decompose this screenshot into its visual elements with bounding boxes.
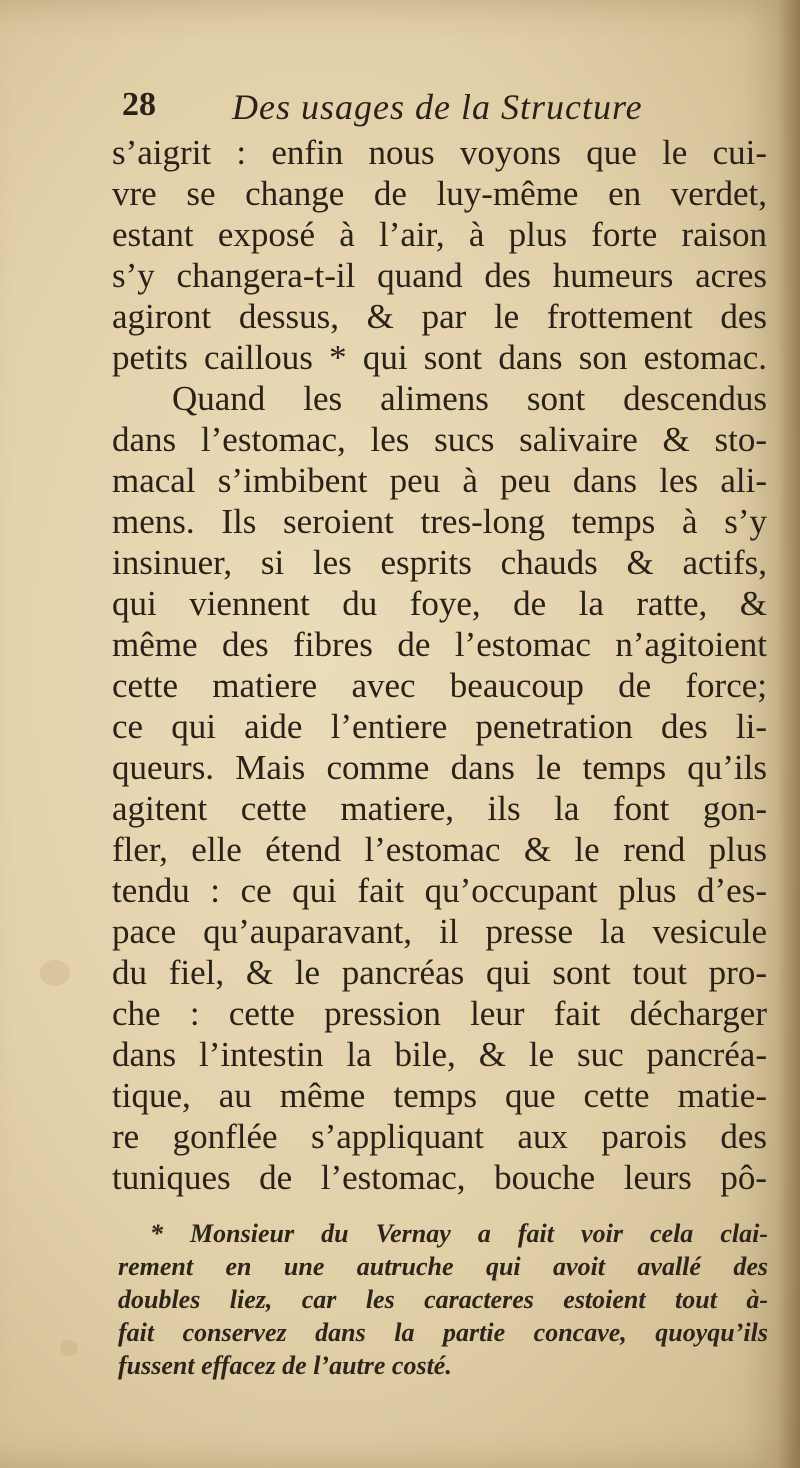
- page-edge-shadow: [778, 0, 800, 1468]
- page-header: [122, 86, 742, 134]
- text-line: pace qu’auparavant, il presse la vesicule: [112, 912, 767, 951]
- text-line: dans l’intestin la bile, & le suc pancréa-: [112, 1035, 767, 1074]
- footnote-line: fait conservez dans la partie concave, quoyqu’ils: [118, 1318, 768, 1347]
- footnote-line: rement en une autruche qui avoit avallé des: [118, 1252, 768, 1281]
- footnote: [118, 1217, 768, 1382]
- text-line: queurs. Mais comme dans le temps qu’ils: [112, 748, 767, 787]
- text-line: vre se change de luy-même en verdet,: [112, 174, 767, 213]
- text-line: Quand les alimens sont descendus: [172, 379, 767, 418]
- text-line: insinuer, si les esprits chauds & actifs,: [112, 543, 767, 582]
- text-line: agitent cette matiere, ils la font gon-: [112, 789, 767, 828]
- text-line: estant exposé à l’air, à plus forte raison: [112, 215, 767, 254]
- text-line: agiront dessus, & par le frottement des: [112, 297, 767, 336]
- text-line: mens. Ils seroient tres-long temps à s’y: [112, 502, 767, 541]
- footnote-line: doubles liez, car les caracteres estoient tout à-: [118, 1285, 768, 1314]
- text-line: tendu : ce qui fait qu’occupant plus d’es-: [112, 871, 767, 910]
- text-line: ce qui aide l’entiere penetration des li-: [112, 707, 767, 746]
- footnote-line: fussent effacez de l’autre costé.: [118, 1351, 452, 1380]
- text-line: petits caillous * qui sont dans son estomac.: [112, 338, 767, 377]
- text-line: cette matiere avec beaucoup de force;: [112, 666, 767, 705]
- paper-stain: [40, 960, 70, 986]
- text-line: s’y changera-t-il quand des humeurs acres: [112, 256, 767, 295]
- text-line: dans l’estomac, les sucs salivaire & sto-: [112, 420, 767, 459]
- text-line: tuniques de l’estomac, bouche leurs pô-: [112, 1158, 767, 1197]
- text-line: du fiel, & le pancréas qui sont tout pro-: [112, 953, 767, 992]
- footnote-line: * Monsieur du Vernay a fait voir cela clai-: [150, 1219, 768, 1248]
- text-line: tique, au même temps que cette matie-: [112, 1076, 767, 1115]
- text-line: qui viennent du foye, de la ratte, &: [112, 584, 767, 623]
- paper-stain: [60, 1340, 78, 1356]
- text-line: che : cette pression leur fait décharger: [112, 994, 767, 1033]
- text-line: fler, elle étend l’estomac & le rend plus: [112, 830, 767, 869]
- page-number: 28: [122, 86, 156, 123]
- text-line: même des fibres de l’estomac n’agitoient: [112, 625, 767, 664]
- text-line: re gonflée s’appliquant aux parois des: [112, 1117, 767, 1156]
- running-title: Des usages de la Structure: [232, 87, 643, 127]
- text-line: macal s’imbibent peu à peu dans les ali-: [112, 461, 767, 500]
- text-line: s’aigrit : enfin nous voyons que le cui-: [112, 133, 767, 172]
- body-text: [112, 132, 767, 1198]
